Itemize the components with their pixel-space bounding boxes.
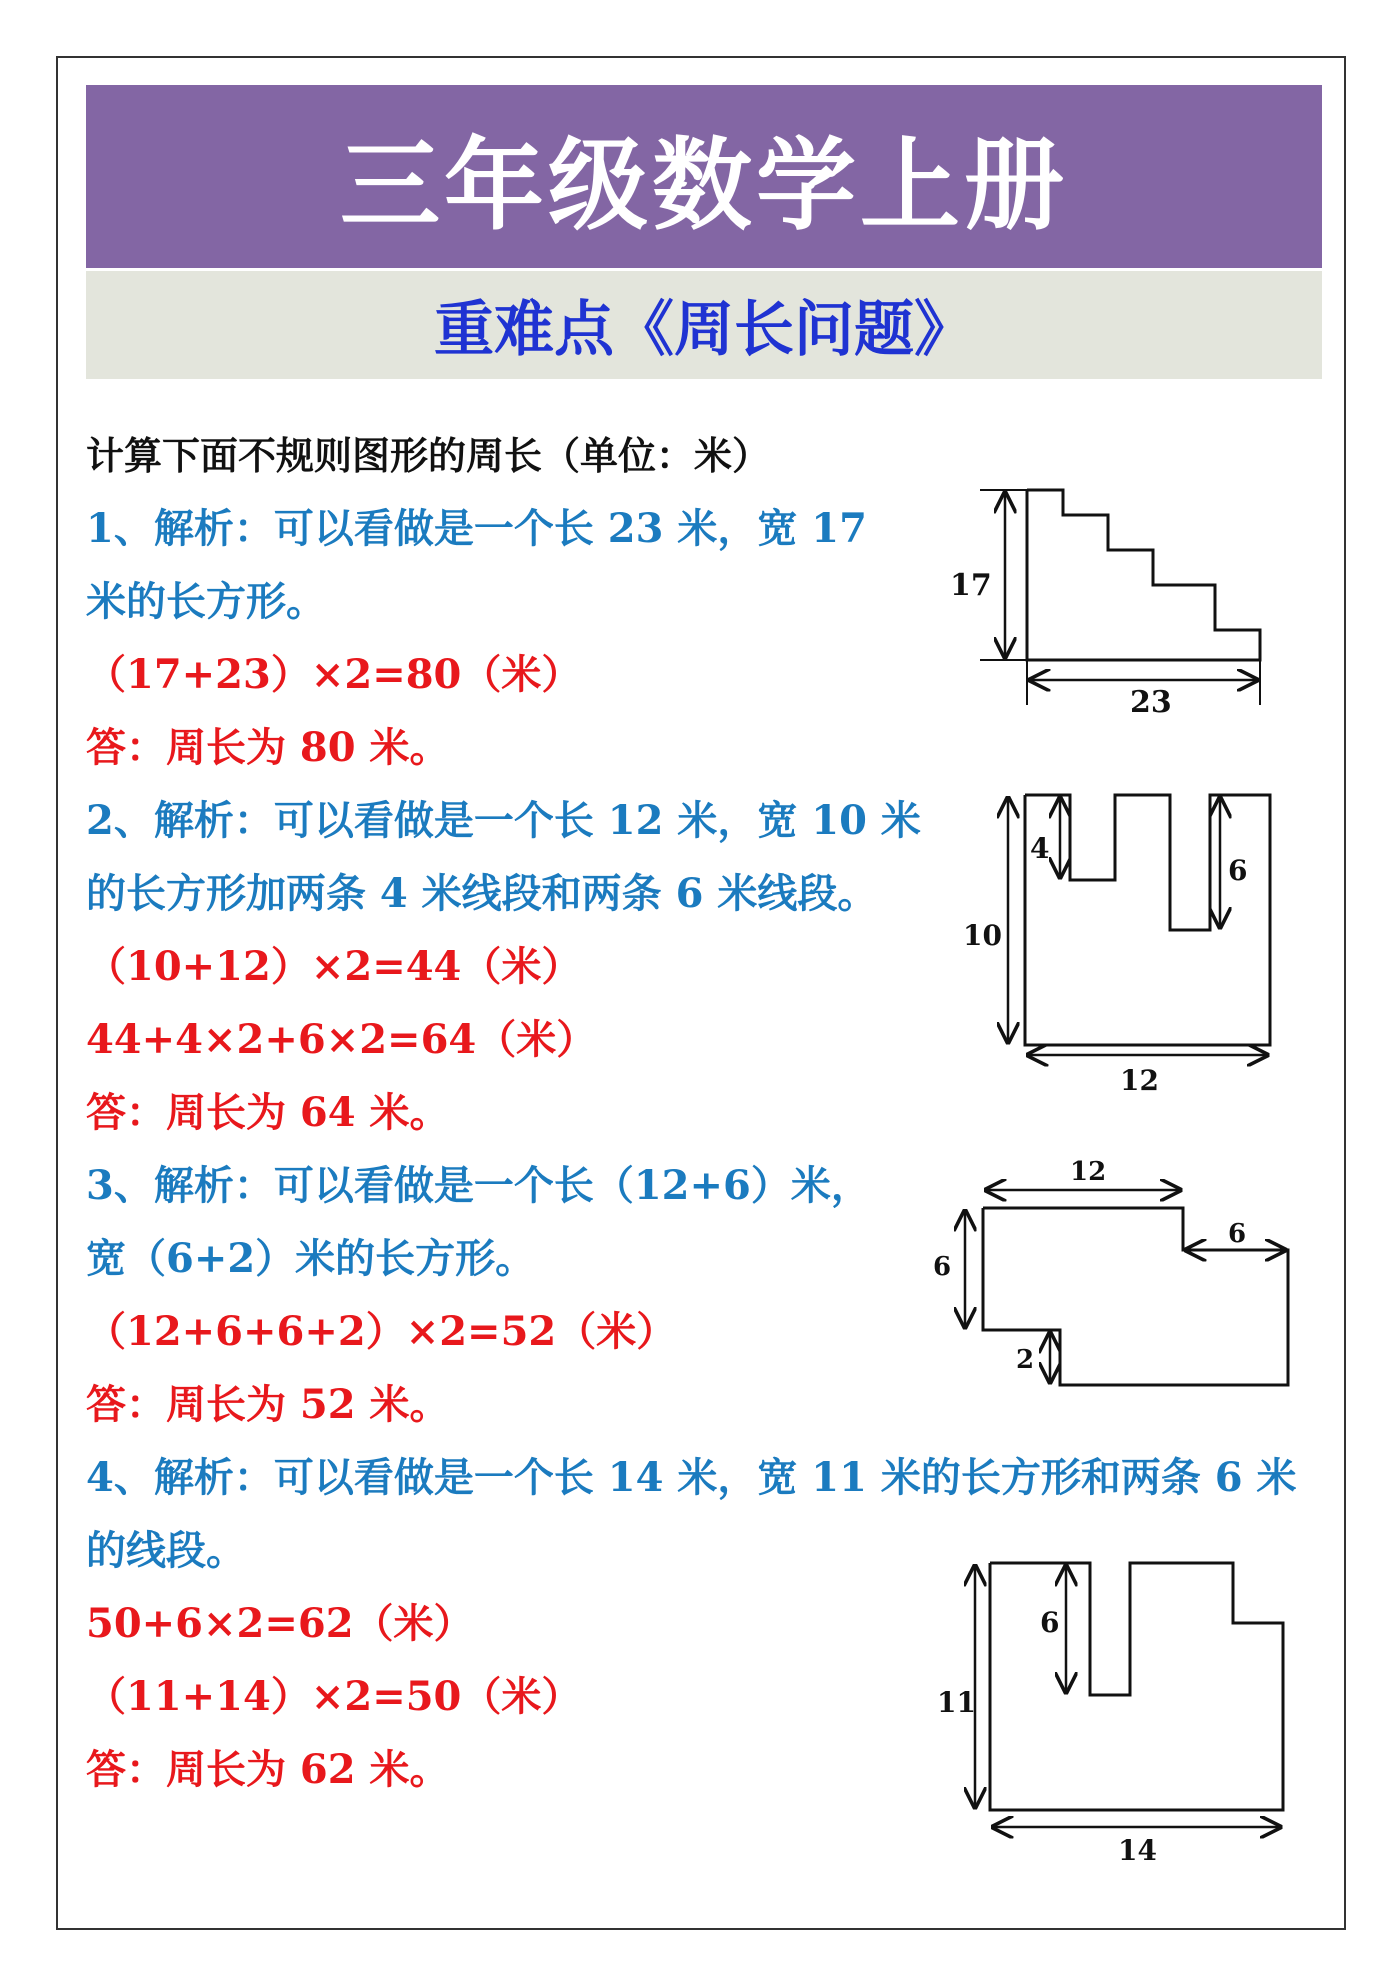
problem-3-analysis-line-1: 3、解析：可以看做是一个长（12+6）米， (86, 1162, 871, 1209)
figure-2-label-12: 12 (1120, 1064, 1159, 1097)
problem-2-answer: 答：周长为 64 米。 (86, 1089, 450, 1136)
figure-4-label-6: 6 (1040, 1606, 1060, 1639)
figure-3-label-12: 12 (1070, 1157, 1107, 1187)
figure-2-label-4: 4 (1030, 832, 1050, 865)
problem-1-analysis-line-1: 1、解析：可以看做是一个长 23 米，宽 17 (86, 505, 867, 552)
figure-2-label-6: 6 (1228, 854, 1248, 887)
problem-3-analysis-line-2: 宽（6+2）米的长方形。 (86, 1235, 536, 1282)
problem-4-answer: 答：周长为 62 米。 (86, 1746, 450, 1793)
figure-2-label-10: 10 (963, 919, 1002, 952)
problem-1-analysis-line-2: 米的长方形。 (86, 578, 326, 625)
figure-4-label-11: 11 (937, 1686, 976, 1719)
figure-3-label-6-left: 6 (933, 1252, 952, 1282)
figure-3-label-6-right: 6 (1228, 1219, 1247, 1249)
problem-3-calc: （12+6+6+2）×2=52（米） (86, 1308, 677, 1355)
figure-4-label-14: 14 (1118, 1834, 1157, 1867)
figure-1-label-height: 17 (950, 568, 992, 603)
problem-4-calc-1: 50+6×2=62（米） (86, 1600, 474, 1647)
figure-1-label-width: 23 (1130, 685, 1172, 720)
page-title: 三年级数学上册 (340, 126, 1068, 244)
problem-3-answer: 答：周长为 52 米。 (86, 1381, 450, 1428)
problem-4-analysis-line-1: 4、解析：可以看做是一个长 14 米，宽 11 米的长方形和两条 6 米 (86, 1454, 1297, 1501)
problem-4-calc-2: （11+14）×2=50（米） (86, 1673, 582, 1720)
figure-3-label-2: 2 (1016, 1345, 1035, 1375)
problem-1-answer: 答：周长为 80 米。 (86, 724, 450, 771)
problem-2-calc-1: （10+12）×2=44（米） (86, 943, 582, 990)
problem-2-calc-2: 44+4×2+6×2=64（米） (86, 1016, 597, 1063)
problem-1-calc: （17+23）×2=80（米） (86, 651, 582, 698)
page-subtitle: 重难点《周长问题》 (434, 295, 974, 365)
instruction-text: 计算下面不规则图形的周长（单位：米） (86, 434, 771, 478)
figure-4-outline (990, 1563, 1283, 1810)
problem-4-analysis-line-2: 的线段。 (86, 1527, 246, 1574)
problem-2-analysis-line-1: 2、解析：可以看做是一个长 12 米，宽 10 米 (86, 797, 921, 844)
problem-2-analysis-line-2: 的长方形加两条 4 米线段和两条 6 米线段。 (86, 870, 878, 917)
